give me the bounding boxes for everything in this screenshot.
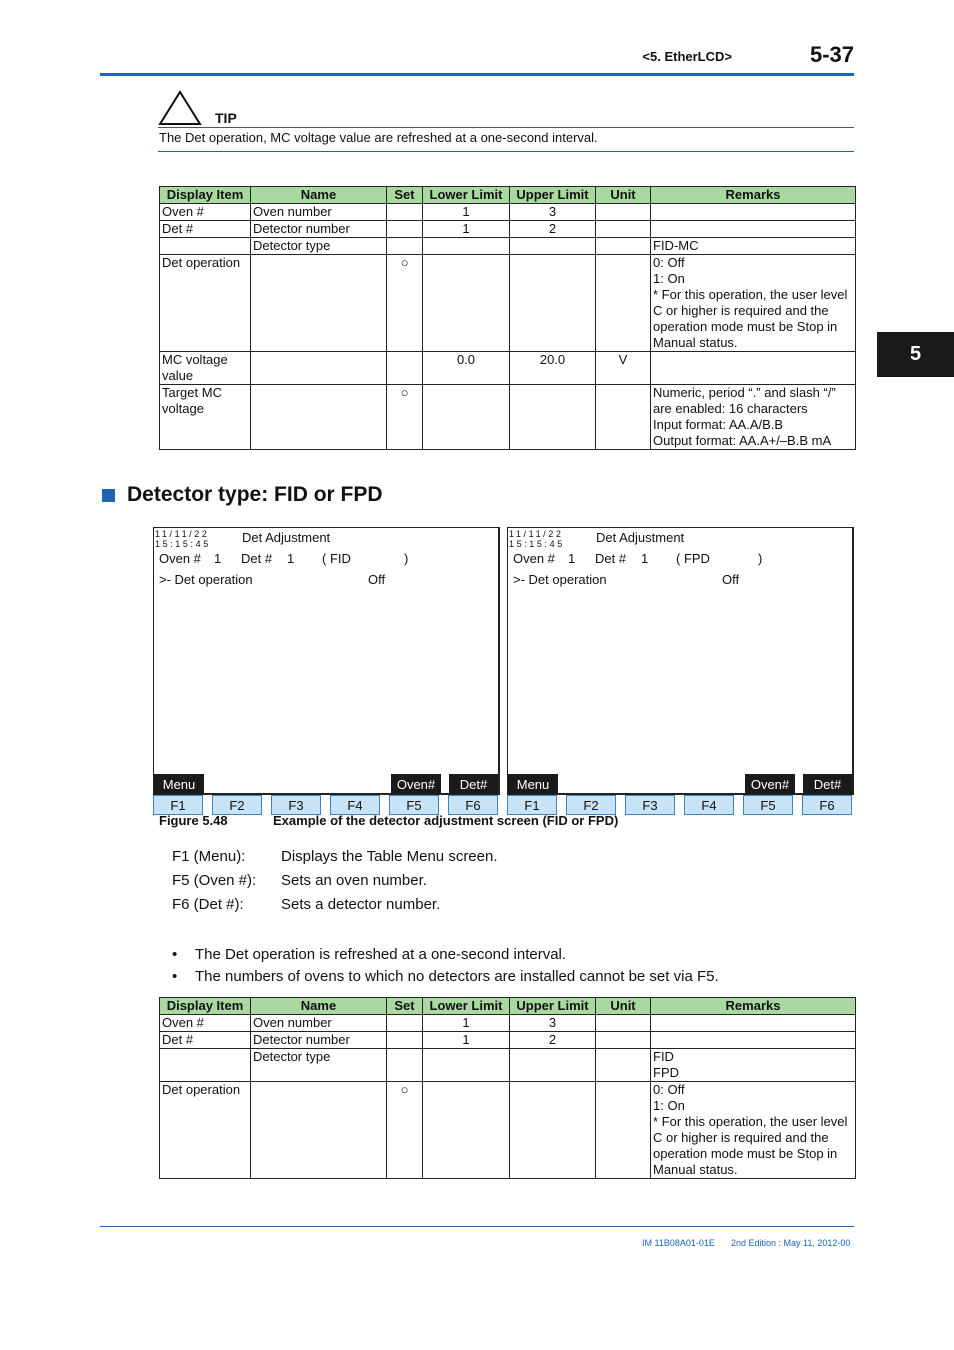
column-header: Lower Limit bbox=[423, 998, 510, 1015]
table-row bbox=[160, 204, 856, 221]
key-desc-text: Displays the Table Menu screen. bbox=[281, 848, 498, 865]
tip-title: TIP bbox=[215, 110, 237, 126]
table-cell: Numeric, period “.” and slash “/” are enabled: 16 characters Input format: AA.A/B.B Output format: AA.A+/–B.B mA bbox=[651, 385, 856, 450]
figure-number: Figure 5.48 bbox=[159, 813, 228, 828]
oven-select-button[interactable]: Oven# bbox=[745, 774, 795, 794]
table-header-row bbox=[160, 998, 856, 1015]
menu-button[interactable]: Menu bbox=[154, 774, 204, 794]
table-cell bbox=[387, 1049, 423, 1082]
bullet-text: The numbers of ovens to which no detectors are installed cannot be set via F5. bbox=[195, 968, 719, 985]
column-header: Display Item bbox=[160, 187, 251, 204]
f4-key[interactable]: F4 bbox=[330, 795, 380, 815]
table-cell: Det operation bbox=[160, 1082, 251, 1179]
table-cell: 2 bbox=[510, 221, 596, 238]
table-row bbox=[160, 385, 856, 450]
table-cell bbox=[596, 238, 651, 255]
column-header: Display Item bbox=[160, 998, 251, 1015]
tip-warning-icon bbox=[158, 90, 202, 126]
column-header: Upper Limit bbox=[510, 187, 596, 204]
detector-type-close: ) bbox=[758, 551, 763, 566]
table-row bbox=[160, 1082, 856, 1179]
screen-date: 11/11/22 bbox=[509, 529, 564, 539]
chapter-tab bbox=[877, 332, 954, 377]
table-cell: Det operation bbox=[160, 255, 251, 352]
table-cell bbox=[510, 255, 596, 352]
table-cell bbox=[423, 385, 510, 450]
table-cell bbox=[596, 1049, 651, 1082]
oven-label: Oven # bbox=[159, 551, 201, 566]
screen-time: 15:15:45 bbox=[509, 539, 565, 549]
table-cell: Det # bbox=[160, 1032, 251, 1049]
detector-type: ( FID bbox=[322, 551, 351, 566]
table-cell bbox=[596, 1082, 651, 1179]
f6-key[interactable]: F6 bbox=[802, 795, 852, 815]
table-cell bbox=[423, 1049, 510, 1082]
table-cell: 2 bbox=[510, 1032, 596, 1049]
tip-divider bbox=[158, 127, 854, 128]
table-row bbox=[160, 255, 856, 352]
table-cell bbox=[387, 221, 423, 238]
table-cell bbox=[651, 1032, 856, 1049]
table-cell: 1 bbox=[423, 204, 510, 221]
table-cell: Target MC voltage bbox=[160, 385, 251, 450]
table-cell bbox=[510, 1082, 596, 1179]
table-cell bbox=[596, 1015, 651, 1032]
table-cell: Oven number bbox=[251, 204, 387, 221]
bullet-dot-icon: • bbox=[172, 968, 178, 985]
table-cell: 3 bbox=[510, 1015, 596, 1032]
page-number: 5-37 bbox=[809, 42, 854, 67]
table-cell bbox=[251, 255, 387, 352]
table-cell: FID-MC bbox=[651, 238, 856, 255]
table-cell bbox=[160, 238, 251, 255]
table-cell: 0: Off 1: On * For this operation, the user level C or higher is required and the operation mode must be Stop in Manual status. bbox=[651, 255, 856, 352]
table-cell bbox=[387, 238, 423, 255]
menu-button[interactable]: Menu bbox=[508, 774, 558, 794]
key-desc-label: F1 (Menu): bbox=[172, 848, 246, 865]
key-desc-label: F6 (Det #): bbox=[172, 896, 244, 913]
screen-date: 11/11/22 bbox=[155, 529, 210, 539]
table-row bbox=[160, 238, 856, 255]
fid-fpd-parameter-table bbox=[159, 997, 856, 1179]
table-cell: 0.0 bbox=[423, 352, 510, 385]
table-cell: Det # bbox=[160, 221, 251, 238]
table-cell: Detector number bbox=[251, 221, 387, 238]
table-row bbox=[160, 1032, 856, 1049]
table-row bbox=[160, 221, 856, 238]
f1-key[interactable]: F1 bbox=[153, 795, 203, 815]
table-cell: Detector type bbox=[251, 238, 387, 255]
figure-caption: Example of the detector adjustment screen (FID or FPD) bbox=[273, 813, 619, 828]
footer-rule bbox=[100, 1226, 854, 1227]
oven-value: 1 bbox=[214, 551, 222, 566]
table-row bbox=[160, 352, 856, 385]
column-header: Remarks bbox=[651, 187, 856, 204]
oven-select-button[interactable]: Oven# bbox=[391, 774, 441, 794]
table-cell: ○ bbox=[387, 255, 423, 352]
table-cell bbox=[251, 385, 387, 450]
table-cell bbox=[251, 1082, 387, 1179]
f3-key[interactable]: F3 bbox=[271, 795, 321, 815]
det-label: Det # bbox=[595, 551, 627, 566]
table-cell: V bbox=[596, 352, 651, 385]
screen-title: Det Adjustment bbox=[596, 530, 685, 545]
fid-mc-parameter-table bbox=[159, 186, 856, 450]
table-cell bbox=[423, 1082, 510, 1179]
tip-bottom-rule bbox=[158, 151, 854, 152]
det-label: Det # bbox=[241, 551, 273, 566]
chapter-tab-label: 5 bbox=[909, 343, 922, 365]
table-cell bbox=[160, 1049, 251, 1082]
fid-screen bbox=[153, 527, 500, 795]
table-cell: Oven # bbox=[160, 1015, 251, 1032]
table-cell bbox=[510, 385, 596, 450]
det-operation-value[interactable]: Off bbox=[722, 572, 740, 587]
table-cell: 1 bbox=[423, 221, 510, 238]
f2-key[interactable]: F2 bbox=[566, 795, 616, 815]
f3-key[interactable]: F3 bbox=[625, 795, 675, 815]
column-header: Set bbox=[387, 998, 423, 1015]
table-cell bbox=[510, 238, 596, 255]
table-cell bbox=[651, 204, 856, 221]
table-cell bbox=[251, 352, 387, 385]
det-operation-label[interactable]: >- Det operation bbox=[159, 572, 253, 587]
table-cell: 1 bbox=[423, 1015, 510, 1032]
oven-value: 1 bbox=[568, 551, 576, 566]
column-header: Unit bbox=[596, 998, 651, 1015]
table-cell bbox=[423, 255, 510, 352]
f4-key[interactable]: F4 bbox=[684, 795, 734, 815]
table-cell: FID FPD bbox=[651, 1049, 856, 1082]
column-header: Set bbox=[387, 187, 423, 204]
key-desc-label: F5 (Oven #): bbox=[172, 872, 257, 889]
table-cell: Detector type bbox=[251, 1049, 387, 1082]
key-desc-text: Sets an oven number. bbox=[281, 872, 427, 889]
f2-key[interactable]: F2 bbox=[212, 795, 262, 815]
table-cell bbox=[596, 204, 651, 221]
table-cell bbox=[387, 1015, 423, 1032]
table-cell: 3 bbox=[510, 204, 596, 221]
detector-type: ( FPD bbox=[676, 551, 710, 566]
det-select-button[interactable]: Det# bbox=[449, 774, 498, 794]
det-value: 1 bbox=[641, 551, 649, 566]
table-cell: Oven # bbox=[160, 204, 251, 221]
detector-type-close: ) bbox=[404, 551, 409, 566]
f5-key[interactable]: F5 bbox=[389, 795, 439, 815]
table-cell bbox=[596, 255, 651, 352]
table-cell bbox=[651, 221, 856, 238]
det-operation-value[interactable]: Off bbox=[368, 572, 386, 587]
table-cell bbox=[651, 1015, 856, 1032]
table-cell bbox=[596, 1032, 651, 1049]
fpd-screen bbox=[507, 527, 854, 795]
column-header: Unit bbox=[596, 187, 651, 204]
f1-key[interactable]: F1 bbox=[507, 795, 557, 815]
column-header: Upper Limit bbox=[510, 998, 596, 1015]
table-cell: Detector number bbox=[251, 1032, 387, 1049]
f6-key[interactable]: F6 bbox=[448, 795, 498, 815]
column-header: Name bbox=[251, 187, 387, 204]
section-heading: Detector type: FID or FPD bbox=[127, 483, 383, 506]
bullet-text: The Det operation is refreshed at a one-second interval. bbox=[195, 946, 567, 963]
key-desc-text: Sets a detector number. bbox=[281, 896, 441, 913]
oven-label: Oven # bbox=[513, 551, 555, 566]
bullet-dot-icon: • bbox=[172, 946, 178, 963]
table-cell bbox=[596, 221, 651, 238]
table-cell: 20.0 bbox=[510, 352, 596, 385]
table-cell bbox=[387, 1032, 423, 1049]
table-cell bbox=[423, 238, 510, 255]
column-header: Lower Limit bbox=[423, 187, 510, 204]
table-cell bbox=[596, 385, 651, 450]
table-cell bbox=[510, 1049, 596, 1082]
table-cell: ○ bbox=[387, 1082, 423, 1179]
table-cell: Oven number bbox=[251, 1015, 387, 1032]
table-cell bbox=[651, 352, 856, 385]
table-cell: ○ bbox=[387, 385, 423, 450]
header-section: <5. EtherLCD> bbox=[642, 49, 732, 64]
footer-edition: 2nd Edition : May 11, 2012-00 bbox=[731, 1238, 851, 1248]
det-value: 1 bbox=[287, 551, 295, 566]
column-header: Remarks bbox=[651, 998, 856, 1015]
tip-text: The Det operation, MC voltage value are refreshed at a one-second interval. bbox=[159, 130, 598, 145]
table-cell bbox=[387, 204, 423, 221]
table-cell: MC voltage value bbox=[160, 352, 251, 385]
f5-key[interactable]: F5 bbox=[743, 795, 793, 815]
table-cell bbox=[387, 352, 423, 385]
det-select-button[interactable]: Det# bbox=[803, 774, 852, 794]
table-header-row bbox=[160, 187, 856, 204]
header-rule bbox=[100, 73, 854, 76]
footer-doc-id: IM 11B08A01-01E bbox=[642, 1238, 715, 1248]
table-row bbox=[160, 1049, 856, 1082]
table-cell: 0: Off 1: On * For this operation, the user level C or higher is required and the operation mode must be Stop in Manual status. bbox=[651, 1082, 856, 1179]
table-row bbox=[160, 1015, 856, 1032]
table-cell: 1 bbox=[423, 1032, 510, 1049]
screen-title: Det Adjustment bbox=[242, 530, 331, 545]
screen-time: 15:15:45 bbox=[155, 539, 211, 549]
column-header: Name bbox=[251, 998, 387, 1015]
det-operation-label[interactable]: >- Det operation bbox=[513, 572, 607, 587]
section-bullet-icon bbox=[102, 489, 115, 502]
